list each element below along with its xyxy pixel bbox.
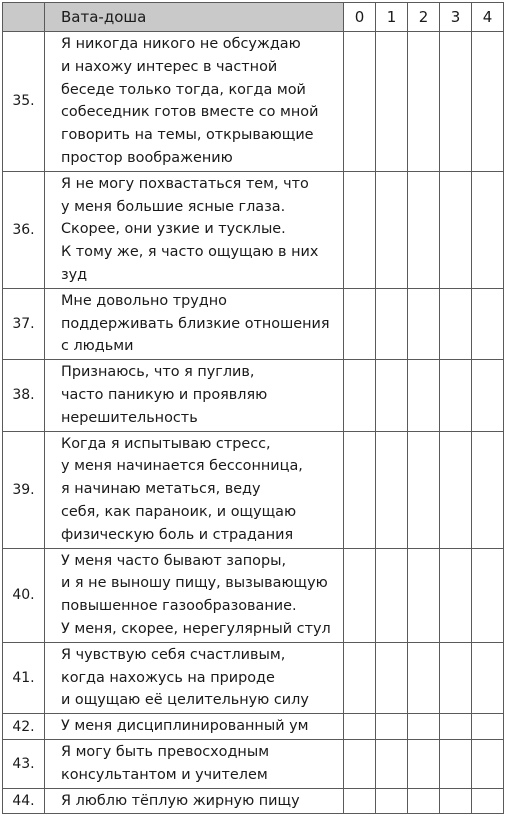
score-cell-2[interactable] [408, 714, 440, 740]
score-cell-3[interactable] [440, 739, 472, 788]
statement-line: и я не выношу пищу, вызывающую [61, 575, 328, 592]
row-number: 35. [3, 32, 45, 172]
statement-line: У меня часто бывают запоры, [61, 552, 287, 569]
score-cell-2[interactable] [408, 739, 440, 788]
score-cell-0[interactable] [344, 642, 376, 713]
row-number: 41. [3, 642, 45, 713]
vata-dosha-table [2, 2, 504, 814]
statement-line: Скорее, они узкие и тусклые. [61, 221, 286, 238]
score-cell-1[interactable] [376, 642, 408, 713]
statement-line: Я не могу похвастаться тем, что [61, 175, 309, 192]
statement-line: повышенное газообразование. [61, 598, 297, 615]
score-cell-1[interactable] [376, 739, 408, 788]
score-header-4: 4 [472, 3, 504, 32]
statement-line: у меня начинается бессонница, [61, 458, 303, 475]
statement-line: когда нахожусь на природе [61, 669, 275, 686]
statement-cell [45, 288, 344, 359]
row-number: 40. [3, 548, 45, 642]
score-cell-4[interactable] [472, 431, 504, 548]
score-cell-3[interactable] [440, 431, 472, 548]
table-body [3, 32, 504, 814]
header-row [3, 3, 504, 32]
score-cell-4[interactable] [472, 739, 504, 788]
statement-line: Когда я испытываю стресс, [61, 435, 271, 452]
statement-cell [45, 360, 344, 431]
score-cell-2[interactable] [408, 788, 440, 814]
score-cell-2[interactable] [408, 171, 440, 288]
score-header-1: 1 [376, 3, 408, 32]
row-number: 37. [3, 288, 45, 359]
score-cell-4[interactable] [472, 548, 504, 642]
score-cell-0[interactable] [344, 739, 376, 788]
statement-line: Я могу быть превосходным [61, 743, 270, 760]
statement-line: У меня дисциплинированный ум [61, 718, 309, 735]
statement-cell [45, 548, 344, 642]
statement-line: говорить на темы, открывающие [61, 127, 314, 144]
statement-cell [45, 642, 344, 713]
table-row [3, 714, 504, 740]
table-row [3, 32, 504, 172]
statement-cell [45, 431, 344, 548]
score-cell-4[interactable] [472, 360, 504, 431]
header-corner [3, 3, 45, 32]
score-cell-0[interactable] [344, 714, 376, 740]
statement-line: и нахожу интерес в частной [61, 58, 278, 75]
score-cell-1[interactable] [376, 788, 408, 814]
score-cell-1[interactable] [376, 32, 408, 172]
score-cell-4[interactable] [472, 788, 504, 814]
statement-line: беседе только тогда, когда мой [61, 81, 306, 98]
score-cell-3[interactable] [440, 788, 472, 814]
score-cell-4[interactable] [472, 714, 504, 740]
statement-line: простор воображению [61, 149, 233, 166]
score-cell-2[interactable] [408, 32, 440, 172]
statement-line: собеседник готов вместе со мной [61, 104, 319, 121]
table-row [3, 788, 504, 814]
statement-line: у меня большие ясные глаза. [61, 198, 286, 215]
statement-line: консультантом и учителем [61, 766, 268, 783]
statement-cell [45, 788, 344, 814]
score-cell-0[interactable] [344, 32, 376, 172]
score-cell-3[interactable] [440, 548, 472, 642]
score-cell-3[interactable] [440, 32, 472, 172]
statement-line: зуд [61, 266, 88, 283]
statement-line: Я чувствую себя счастливым, [61, 646, 286, 663]
score-cell-3[interactable] [440, 288, 472, 359]
table-row [3, 548, 504, 642]
statement-line: и ощущаю её целительную силу [61, 692, 309, 709]
score-cell-1[interactable] [376, 714, 408, 740]
score-cell-1[interactable] [376, 360, 408, 431]
score-cell-1[interactable] [376, 288, 408, 359]
statement-line: Мне довольно трудно [61, 292, 227, 309]
table-row [3, 171, 504, 288]
score-cell-3[interactable] [440, 714, 472, 740]
score-header-2: 2 [408, 3, 440, 32]
score-cell-2[interactable] [408, 431, 440, 548]
table-row [3, 431, 504, 548]
statement-line: себя, как параноик, и ощущаю [61, 503, 297, 520]
score-header-3: 3 [440, 3, 472, 32]
score-cell-0[interactable] [344, 788, 376, 814]
score-cell-1[interactable] [376, 431, 408, 548]
score-cell-3[interactable] [440, 360, 472, 431]
row-number: 38. [3, 360, 45, 431]
statement-cell [45, 739, 344, 788]
score-cell-4[interactable] [472, 171, 504, 288]
statement-line: У меня, скорее, нерегулярный стул [61, 620, 331, 637]
table-row [3, 288, 504, 359]
row-number: 42. [3, 714, 45, 740]
table-row [3, 360, 504, 431]
statement-cell [45, 32, 344, 172]
statement-cell [45, 714, 344, 740]
score-cell-0[interactable] [344, 171, 376, 288]
score-cell-3[interactable] [440, 171, 472, 288]
score-cell-4[interactable] [472, 288, 504, 359]
row-number: 36. [3, 171, 45, 288]
row-number: 39. [3, 431, 45, 548]
statement-cell [45, 171, 344, 288]
score-cell-0[interactable] [344, 288, 376, 359]
score-cell-3[interactable] [440, 642, 472, 713]
table-row [3, 739, 504, 788]
statement-line: Я никогда никого не обсуждаю [61, 36, 301, 52]
statement-line: с людьми [61, 338, 134, 355]
table-title: Вата-доша [45, 3, 344, 32]
statement-line: физическую боль и страдания [61, 526, 294, 543]
score-cell-0[interactable] [344, 431, 376, 548]
score-cell-0[interactable] [344, 548, 376, 642]
statement-line: нерешительность [61, 409, 198, 426]
row-number: 44. [3, 788, 45, 814]
score-cell-2[interactable] [408, 288, 440, 359]
statement-line: часто паникую и проявляю [61, 386, 268, 403]
statement-line: Я люблю тёплую жирную пищу [61, 792, 300, 809]
score-header-0: 0 [344, 3, 376, 32]
score-cell-2[interactable] [408, 642, 440, 713]
statement-line: поддерживать близкие отношения [61, 315, 330, 332]
score-cell-1[interactable] [376, 548, 408, 642]
statement-line: я начинаю метаться, веду [61, 481, 261, 498]
statement-line: К тому же, я часто ощущаю в них [61, 244, 319, 261]
score-cell-2[interactable] [408, 548, 440, 642]
statement-line: Признаюсь, что я пуглив, [61, 364, 255, 381]
score-cell-0[interactable] [344, 360, 376, 431]
score-cell-1[interactable] [376, 171, 408, 288]
table-row [3, 642, 504, 713]
score-cell-4[interactable] [472, 32, 504, 172]
row-number: 43. [3, 739, 45, 788]
score-cell-4[interactable] [472, 642, 504, 713]
score-cell-2[interactable] [408, 360, 440, 431]
